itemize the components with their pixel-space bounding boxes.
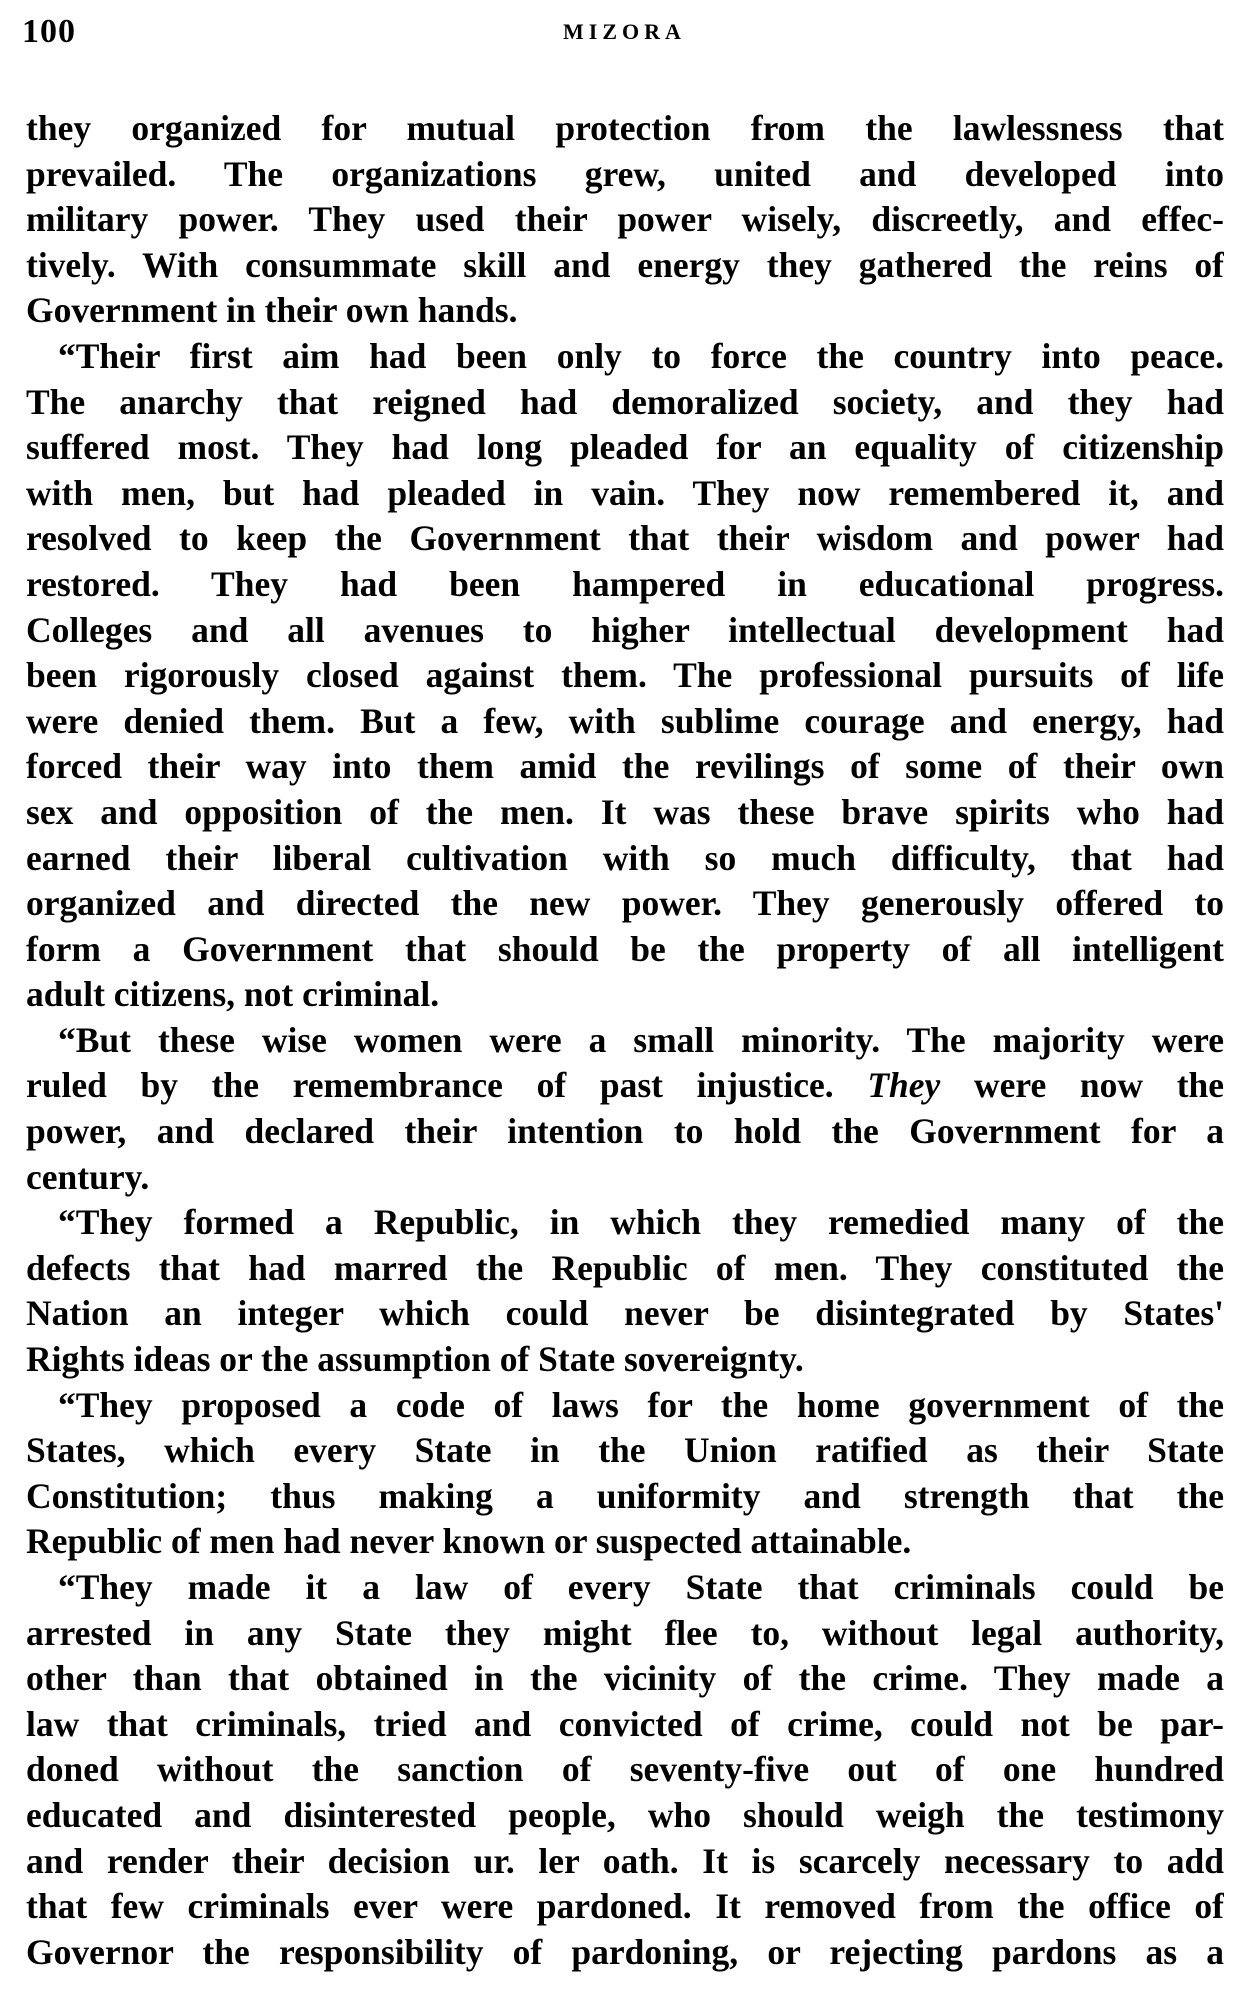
text-line: forced their way into them amid the revilings of some of their own: [26, 746, 1224, 787]
text-line: earned their liberal cultivation with so much difficulty, that had: [26, 837, 1224, 878]
text-line: adult citizens, not criminal.: [26, 974, 440, 1015]
text-line: power, and declared their intention to hold the Government for a: [26, 1111, 1224, 1152]
text-line: tively. With consummate skill and energy they gathered the reins of: [26, 244, 1224, 285]
text-line: Nation an integer which could never be disintegrated by States': [26, 1293, 1224, 1334]
running-head: [22, 6, 1227, 58]
text-line: they organized for mutual protection from the lawlessness that: [26, 108, 1224, 148]
text-line: sex and opposition of the men. It was these brave spirits who had: [26, 791, 1224, 832]
text-line: “They proposed a code of laws for the home government of the: [58, 1384, 1224, 1425]
text-line: “They formed a Republic, in which they remedied many of the: [58, 1202, 1224, 1243]
text-line: States, which every State in the Union ratified as their State: [26, 1430, 1224, 1471]
text-line: “But these wise women were a small minority. The majority were: [58, 1019, 1224, 1060]
text-line: Republic of men had never known or suspected attainable.: [26, 1521, 912, 1562]
text-line: prevailed. The organizations grew, united and developed into: [26, 153, 1224, 194]
text-line: doned without the sanction of seventy-five out of one hundred: [26, 1749, 1224, 1790]
text-line: restored. They had been hampered in educational progress.: [26, 563, 1224, 604]
text-line: were denied them. But a few, with sublime courage and energy, had: [26, 700, 1224, 741]
text-line: and render their decision ur. ler oath. It is scarcely necessary to add: [26, 1840, 1224, 1881]
text-line-with-emphasis: [26, 1063, 1224, 1109]
text-line: Colleges and all avenues to higher intellectual development had: [26, 609, 1224, 650]
text-line: Governor the responsibility of pardoning, or rejecting pardons as a: [26, 1931, 1224, 1972]
text-line: “Their first aim had been only to force the country into peace.: [58, 335, 1224, 376]
text-line: suffered most. They had long pleaded for an equality of citizenship: [26, 427, 1224, 468]
text-line: law that criminals, tried and convicted of crime, could not be par-: [26, 1703, 1224, 1744]
text-segment: ruled by the remembrance of past injustice.: [26, 1065, 834, 1106]
body-text: [26, 106, 1224, 1975]
text-line: Rights ideas or the assumption of State sovereignty.: [26, 1339, 804, 1380]
text-line: defects that had marred the Republic of men. They constituted the: [26, 1247, 1224, 1288]
text-line: other than that obtained in the vicinity of the crime. They made a: [26, 1658, 1224, 1699]
text-line: educated and disinterested people, who should weigh the testimony: [26, 1794, 1224, 1835]
book-title: MIZORA: [563, 19, 686, 44]
text-line: been rigorously closed against them. The professional pursuits of life: [26, 655, 1224, 696]
text-line: century.: [26, 1156, 150, 1197]
text-line: The anarchy that reigned had demoralized society, and they had: [26, 381, 1224, 422]
text-line: arrested in any State they might flee to, without legal authority,: [26, 1612, 1224, 1653]
emphasized-word: They: [867, 1065, 941, 1106]
page-number: 100: [22, 13, 76, 50]
text-line: Government in their own hands.: [26, 290, 518, 331]
text-line: “They made it a law of every State that criminals could be: [58, 1567, 1224, 1607]
text-line: Constitution; thus making a uniformity and strength that the: [26, 1475, 1224, 1516]
text-line: military power. They used their power wisely, discreetly, and effec-: [26, 199, 1224, 240]
text-line: resolved to keep the Government that their wisdom and power had: [26, 518, 1224, 559]
text-line: that few criminals ever were pardoned. It removed from the office of: [26, 1886, 1224, 1927]
text-segment: were now the: [973, 1065, 1224, 1106]
text-line: organized and directed the new power. They generously offered to: [26, 883, 1224, 924]
text-line: with men, but had pleaded in vain. They now remembered it, and: [26, 472, 1224, 513]
text-line: form a Government that should be the property of all intelligent: [26, 928, 1224, 969]
